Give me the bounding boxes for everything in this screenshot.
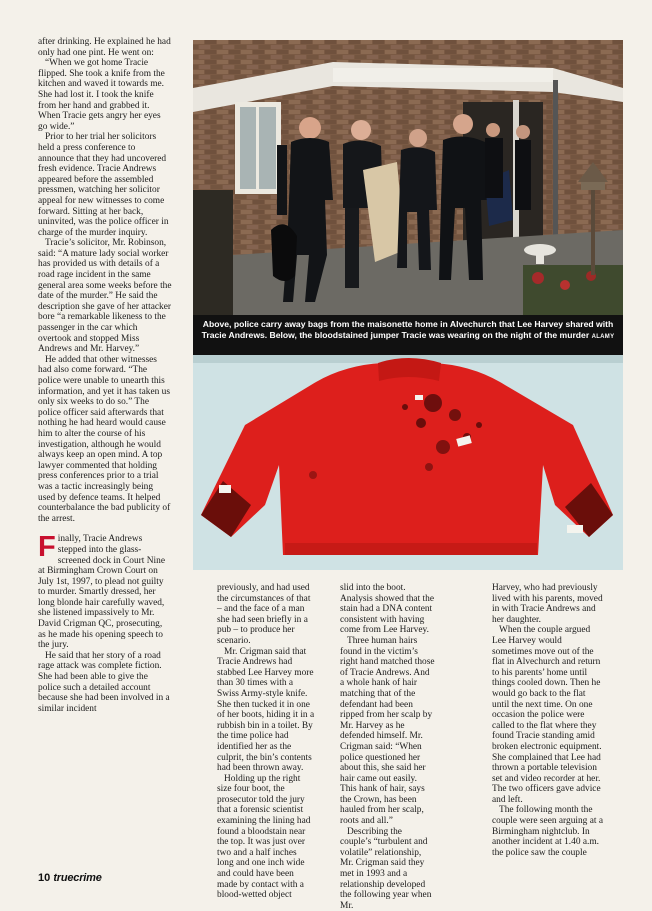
article-column-3 xyxy=(340,583,435,911)
article-column-1 xyxy=(38,37,172,714)
paragraph: Describing the couple’s “turbulent and volatile” relationship, Mr. Crigman said they met in 1993 and a relationship developed the following year when Mr. xyxy=(340,826,432,911)
paragraph: The following month the couple were seen arguing at a Birmingham nightclub. In another incident at 1.40 a.m. the police saw the couple xyxy=(492,805,603,858)
dropcap-paragraph-text: inally, Tracie Andrews stepped into the glass-screened dock in Court Nine at Birmingham Crown Court on July 1st, 1997, to plead not guilty to murder. Smartly dressed, her long blonde hair carefully waved, she listened impassively to Mr. David Crigman QC, prosecuting, as he made his opening speech to the jury. xyxy=(38,534,165,651)
paragraph: previously, and had used the circumstances of that – and the face of a man she had seen briefly in a pub – to produce her scenario. xyxy=(217,583,311,646)
photo-caption xyxy=(193,315,623,355)
article-column-2 xyxy=(217,583,315,901)
page-footer xyxy=(38,872,102,884)
paragraph: “When we got home Tracie flipped. She took a knife from the kitchen and waved it towards me. She had lost it. I took the knife from her hand and grabbed it. When Tracie gets angry her eyes go wide.” xyxy=(38,58,165,132)
paragraph: after drinking. He explained he had only had one pint. He went on: xyxy=(38,37,171,58)
paragraph: He added that other witnesses had also come forward. “The police were unable to unearth this information, and yet it has taken us only six weeks to do so.” The police officer said afterwards that nothing he had heard would cause him to alter the course of his investigation, although he would always keep an open mind. A top lawyer commented that holding press conferences prior to a trial was a tactic increasingly being used by defence teams. It helped counterbalance the bad publicity of the arrest. xyxy=(38,354,171,524)
paragraph: Harvey, who had previously lived with his parents, moved in with Tracie Andrews and her daughter. xyxy=(492,583,603,625)
paragraph: slid into the boot. Analysis showed that the stain had a DNA content consistent with having come from Lee Harvey. xyxy=(340,583,434,636)
paragraph: Three human hairs found in the victim’s right hand matched those of Tracie Andrews. And a whole hank of hair matching that of the defendant had been ripped from her scalp by Mr. Harvey as he defended himself. Mr. Crigman said: “When police questioned her about this, she said her hair came out easily. This hank of hair, says the Crown, has been hauled from her scalp, roots and all.” xyxy=(340,635,435,827)
jumper-photo xyxy=(193,355,623,570)
paragraph: Holding up the right size four boot, the prosecutor told the jury that a forensic scientist examining the lining had found a bloodstain near the top. It was just over two and a half inches long and one inch wide and could have been made by contact with a blood-wetted object xyxy=(217,773,311,901)
paragraph: Prior to her trial her solicitors held a press conference to announce that they had uncovered fresh evidence. Tracie Andrews appeared before the assembled pressmen, watching her solicitor appeal for new witnesses to come forward. Sitting at her back, uninvited, was the police officer in charge of the murder inquiry. xyxy=(38,132,169,238)
magazine-brand: truecrime xyxy=(53,872,102,884)
paragraph: Tracie’s solicitor, Mr. Robinson, said: “A mature lady social worker has provided us with details of a road rage incident in the same general area some weeks before the date of the murder.” He said the description she gave of her attacker bore “a remarkable likeness to the passenger in the car which overtook and stopped Miss Andrews and Mr. Harvey.” xyxy=(38,238,172,355)
caption-text: Above, police carry away bags from the maisonette home in Alvechurch that Lee Harvey shared with Tracie Andrews. Below, the bloodstained jumper Tracie was wearing on the night of the murder xyxy=(201,319,614,340)
jumper-photo-illustration xyxy=(193,355,623,570)
paragraph: When the couple argued Lee Harvey would sometimes move out of the flat in Alvechurch and return to his parents’ home until things cooled down. Then he would go back to the flat until the next time. On one occasion the police were called to the flat where they found Tracie standing amid broken electronic equipment. She complained that Lee had thrown a portable television set and video recorder at her. The two officers gave advice and left. xyxy=(492,625,602,805)
paragraph: He said that her story of a road rage attack was complete fiction. She had been able to give the police such a detailed account because she had been involved in a similar incident xyxy=(38,650,170,714)
dropcap-paragraph xyxy=(38,531,172,651)
police-photo xyxy=(193,40,623,315)
photo-credit: ALAMY xyxy=(591,334,615,340)
drop-cap: F xyxy=(38,531,56,564)
police-photo-illustration xyxy=(193,40,623,315)
paragraph: Mr. Crigman said that Tracie Andrews had stabbed Lee Harvey more than 30 times with a Swiss Army-style knife. She then tucked it in one of her boots, hiding it in a rubbish bin in a toilet. By the time police had identified her as the culprit, the bin’s contents had been thrown away. xyxy=(217,646,315,774)
page-number: 10 xyxy=(38,872,51,884)
article-column-4 xyxy=(492,583,604,858)
